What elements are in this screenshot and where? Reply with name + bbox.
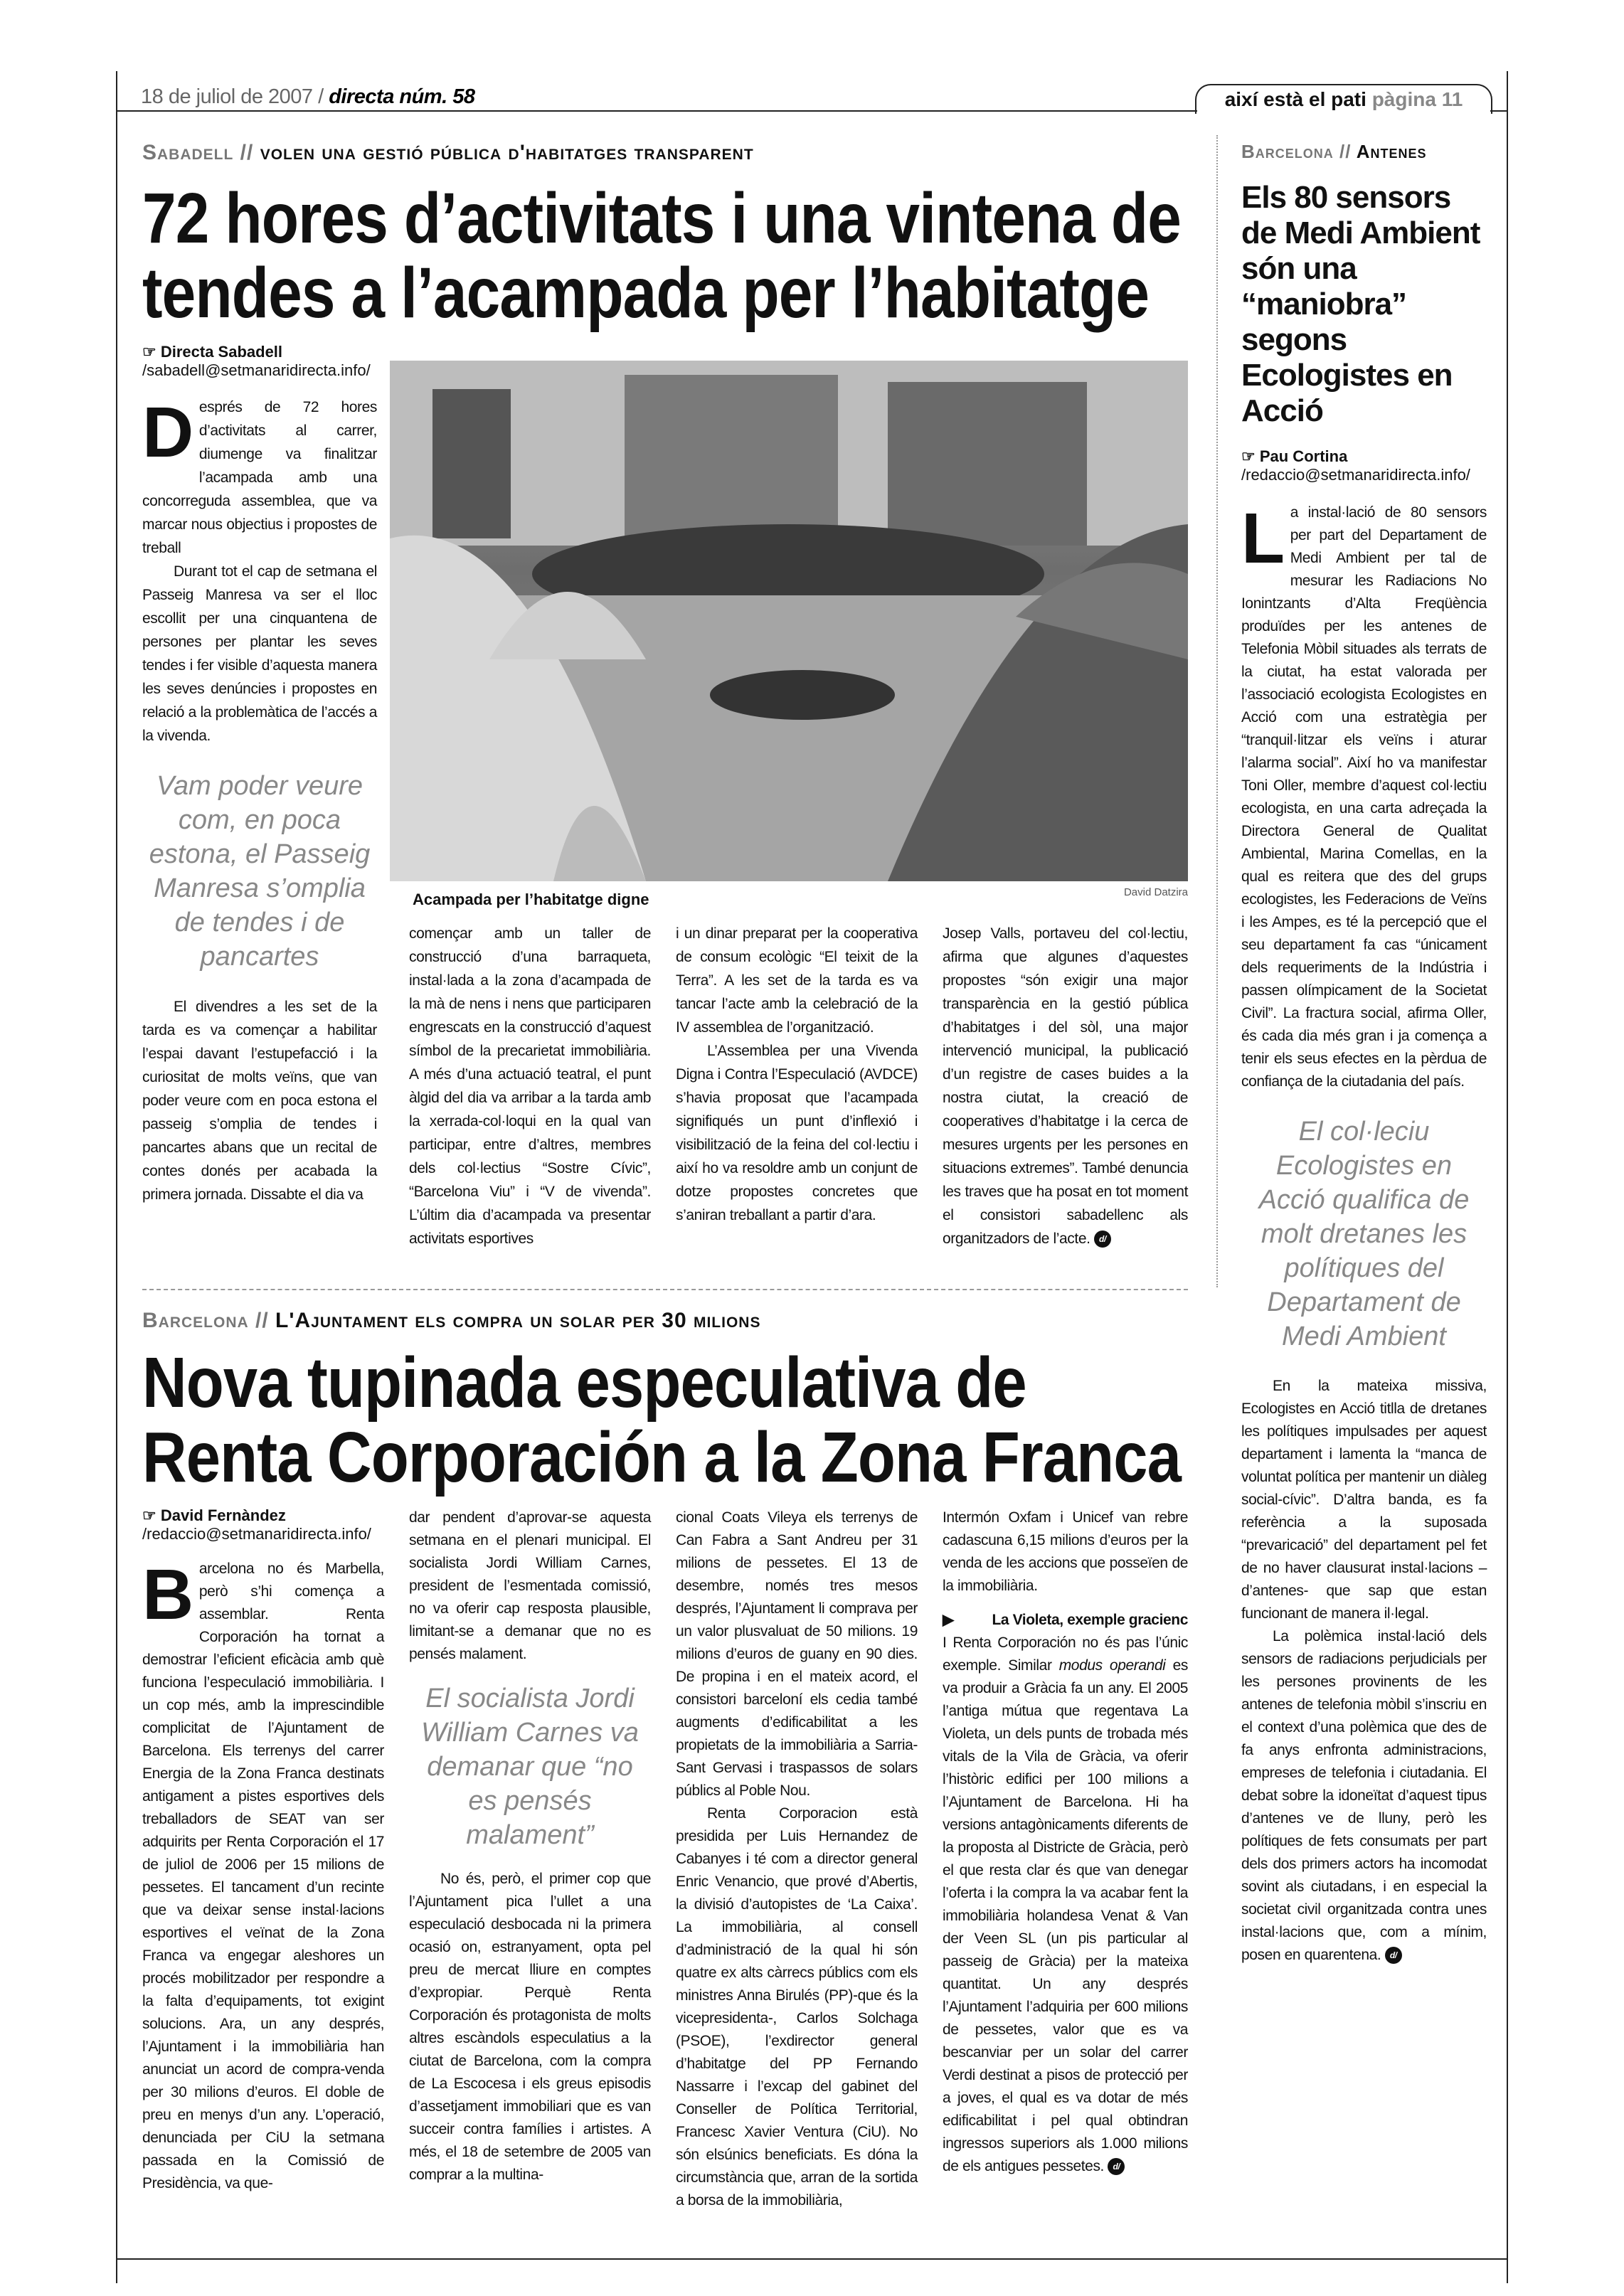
headline-line: 72 hores d’activitats i una vintena de — [142, 179, 1182, 258]
lead-paragraph: arcelona no és Marbella, però s’hi comença a assemblar. Renta Corporación ha tornat a demostrar l’eficient eficàcia amb què funciona l’especulació immobiliària. I un cop més, amb la imprescindible complicitat de l’Ajuntament de Barcelona. Els terrenys del carrer Energia de la Zona Franca destinats antigament a pistes esportives dels treballadors de SEAT van ser adquirits per Renta Corporación el 17 de juliol de 2006 per 15 milions de pessetes. El tancament d’un recinte que va deixar sense instal·lacions esportives el veïnat de la Zona Franca va engegar aleshores un procés mobilitzador per respondre a la falta d’equipaments, tot exigint solucions. Ara, un any després, l’Ajuntament i la immobiliària han anunciat un acord de compra-venda per 30 milions d’euros. El doble de preu en menys d’un any. L’operació, denunciada per CiU la setmana passada en la Comissió de Presidència, va que- — [142, 1561, 384, 2191]
drop-cap: L — [1241, 499, 1285, 578]
article2-column-4 — [943, 1506, 1188, 2178]
body-paragraph: No és, però, el primer cop que l’Ajuntament pica l’ullet a una especulació desbocada ni la primera ocasió on, estranyament, opta pel preu de mercat lliure en comptes d’expropiar. Perquè Renta Corporación és protagonista de molts altres escàndols especulatius a la ciutat de Barcelona, com la compra de La Escocesa i els greus episodis d’assetjament immobiliari que es van succeir contra famílies i artistes. A més, el 18 de setembre de 2005 van comprar a la multina- — [409, 1871, 651, 2183]
headline-line: Nova tupinada especulativa de — [142, 1343, 1026, 1423]
article1-pullquote: Vam poder veure com, en poca estona, el Passeig Manresa s’omplia de tendes i de pancartes — [149, 771, 371, 972]
header-rule-right — [1490, 110, 1508, 112]
kicker-topic: volen una gestió pública d'habitatges transparent — [260, 141, 754, 164]
page-number: pàgina 11 — [1371, 88, 1463, 110]
sidebar — [1241, 141, 1487, 1967]
article1-kicker — [142, 141, 754, 165]
article2-byline — [142, 1506, 384, 1543]
subheading-row — [943, 1609, 1188, 1632]
body-paragraph: Durant tot el cap de setmana el Passeig Manresa va ser el lloc escollit per una cinquantena de persones per plantar les seves tendes i fer visible d’aquesta manera les seves denúncies i propostes en relació a la problemàtica de l’accés a la vivenda. — [142, 563, 377, 744]
author-name — [142, 1506, 384, 1525]
body-paragraph: Renta Corporacion està presidida per Luis Hernandez de Cabanyes i té com a director general Enric Venancio, que prové d’Abertis, la divisió d’autopistes de ‘La Caixa’. La immobiliària, al consell d’administració de la qual hi són quatre ex alts càrrecs públics com els ministres Anna Birulés (PP)-que és la vicepresidenta-, Carlos Solchaga (PSOE), l’exdirector general d’habitatge del PP Fernando Nassarre i l’excap del gabinet del Conseller de Política Territorial, Francesc Xavier Ventura (CiU). No són elsúnics beneficiats. Es dóna la circumstància que, arran de la sortida a borsa de la immobiliària, — [676, 1805, 918, 2209]
sidebar-byline — [1241, 447, 1487, 484]
article-divider — [142, 1289, 1188, 1290]
author-name — [142, 343, 377, 361]
sidebar-divider — [1216, 135, 1218, 1287]
hand-pointer-icon: ☞ — [1241, 447, 1260, 465]
page-border-right — [1507, 71, 1508, 2283]
article2-headline — [142, 1343, 1182, 1497]
issue-number: directa núm. 58 — [329, 85, 475, 108]
author-email[interactable]: /redaccio@setmanaridirecta.info/ — [1241, 466, 1470, 484]
drop-cap: D — [142, 393, 193, 472]
headline-line: Renta Corporación a la Zona Franca — [142, 1418, 1182, 1497]
kicker-topic: Antenes — [1356, 141, 1427, 162]
page-border-left — [116, 71, 117, 2283]
author-name-text: David Fernàndez — [160, 1506, 286, 1524]
header-rule — [116, 110, 1197, 112]
kicker-place: Barcelona // — [142, 1309, 269, 1332]
photo-caption: Acampada per l’habitatge digne — [413, 891, 649, 908]
article1-column-1b — [142, 995, 377, 1206]
article1-column-3 — [676, 922, 918, 1227]
drop-cap: B — [142, 1555, 193, 1635]
body-paragraph: El divendres a les set de la tarda es va començar a habilitar l’espai davant l’estupefacció i la curiositat de molts veïns, que van poder veure com en poca estona el passeig s’omplia de tendes i pancartes abans que un recital de contes donés per acabada la primera jornada. Dissabte el dia va — [142, 999, 377, 1203]
article2-column-1-flow — [142, 1506, 384, 2195]
triangle-marker-icon: ▶ — [943, 1612, 954, 1628]
directa-end-mark-icon: d/ — [1094, 1231, 1111, 1248]
body-paragraph: Intermón Oxfam i Unicef van rebre cadascuna 6,15 milions d’euros per la venda de les accions que posseïen de la immobiliària. — [943, 1509, 1188, 1594]
issue-date: 18 de juliol de 2007 / — [141, 85, 324, 108]
article-photo — [390, 361, 1188, 881]
author-name-text: Pau Cortina — [1259, 447, 1348, 465]
kicker-place: Sabadell // — [142, 141, 254, 164]
lead-paragraph: esprés de 72 hores d’activitats al carrer, diumenge va finalitzar l’acampada amb una concorreguda assemblea, que va marcar nous objectius i propostes de treball — [142, 399, 377, 556]
article2-column-3 — [676, 1506, 918, 2212]
sidebar-headline: Els 80 sensors de Medi Ambient són una “maniobra” segons Ecologistes en Acció — [1241, 180, 1480, 428]
directa-end-mark-icon: d/ — [1108, 2158, 1125, 2175]
subheading: La Violeta, exemple gracienc — [992, 1612, 1188, 1628]
article2-pullquote: El socialista Jordi William Carnes va demanar que “no es pensés malament” — [421, 1684, 639, 1850]
article2-column-2-flow — [409, 1506, 651, 2186]
body-text: I Renta Corporación no és pas l’únic exemple. Similar — [943, 1635, 1188, 1674]
hand-pointer-icon: ☞ — [142, 1506, 161, 1524]
hand-pointer-icon: ☞ — [142, 343, 161, 361]
article1-left-column — [142, 343, 377, 1206]
article1-column-2 — [409, 922, 651, 1250]
article2-column-1 — [142, 1555, 384, 2195]
article1-column-4 — [943, 922, 1188, 1250]
sidebar-column-top — [1241, 501, 1487, 1093]
article1-headline — [142, 181, 1181, 331]
directa-end-mark-icon: d/ — [1385, 1947, 1402, 1964]
photo-credit: David Datzira — [1123, 886, 1188, 898]
article1-column-1 — [142, 395, 377, 748]
body-paragraph: La polèmica instal·lació dels sensors de radiacions perjudicials per les persones provinents de les antenes de telefonia mòbil s’inscriu en el context d’una polèmica que des de fa anys enfronta administracions, empreses de telefonia i ciutadania. El debat sobre la idoneïtat d’aquest tipus d’antenes ve de lluny, però les polítiques de fets consumats per part dels dos primers actors ha incomodat sovint als ciutadans, i en especial la societat civil organitzada contra unes instal·lacions que, com a mínim, posen en quarentena. — [1241, 1628, 1487, 1963]
section-name: així està el pati — [1224, 88, 1366, 110]
body-paragraph: En la mateixa missiva, Ecologistes en Acció titlla de dretanes les polítiques impulsades per aquest departament i lamenta la “manca de voluntat política per mantenir un diàleg social-cívic”. D’altra banda, es fa referència a la suposada “prevaricació” del departament pel fet de no haver clausurat instal·lacions –d’antenes- que sap que estan funcionant de manera il·legal. — [1241, 1378, 1487, 1622]
headline-line: tendes a l’acampada per l’habitatge — [142, 253, 1150, 333]
tent-camp-photo-illustration — [390, 361, 1188, 881]
body-paragraph: i un dinar preparat per la cooperativa de consum ecològic “El teixit de la Terra”. A les set de la tarda es va tancar l’acte amb la celebració de la IV assemblea de l’organització. — [676, 925, 918, 1036]
body-text: es va produir a Gràcia fa un any. El 2005 l’antiga mútua que regentava La Violeta, un dels punts de trobada més vitals de la Vila de Gràcia, va oferir l’històric edifici per 100 milions a l’Ajuntament de Barcelona. Hi ha versions antagònicaments diferents de la proposta al Districte de Gràcia, però el que resta clar és que van denegar l’oferta i la compra la va acabar fent la immobiliària holandesa Venat & Van der Veen SL (un pis particular al passeig de Gràcia) per la mateixa quantitat. Un any després l’Ajuntament l’adquiria per 600 milions de pessetes, valor que es va bescanviar per un solar del carrer Verdi destinat a pisos de protecció per a joves, el qual es va dotar de més edificabilitat i pel qual obtindran ingressos superiors als 1.000 milions de els antigues pessetes. — [943, 1657, 1188, 2174]
sidebar-pullquote: El col·leciu Ecologistes en Acció qualifica de molt dretanes les polítiques del Departament de Medi Ambient — [1258, 1117, 1470, 1351]
article1-byline — [142, 343, 377, 380]
header-dateline — [141, 85, 474, 109]
sidebar-kicker — [1241, 141, 1487, 163]
article2-column-2a — [409, 1506, 651, 1666]
body-paragraph: cional Coats Vileya els terrenys de Can Fabra a Sant Andreu per 31 milions de pessetes. El 13 de desembre, només tres mesos després, l’Ajuntament li comprava per un valor plusvaluat de 50 milions. 19 milions d’euros de guany en 90 dies. De propina i en el mateix acord, el consistori barceloní els cedia també augments d’edificabilitat a les propietats de la immobiliària a Sarria-Sant Gervasi i traspassos de solars públics al Poble Nou. — [676, 1509, 918, 1799]
author-name-text: Directa Sabadell — [160, 343, 283, 361]
lead-paragraph: a instal·lació de 80 sensors per part del Departament de Medi Ambient per tal de mesurar les Radiacions No Ionintzants d’Alta Freqüència produïdes per les antenes de Telefonia Mòbil situades als terrats de la ciutat, ha estat valorada per l’associació ecologista Ecologistes en Acció com una estratègia per “tranquil·litzar els veïns i aturar l’alarma social”. Així ho va manifestar Toni Oller, membre d’aquest col·lectiu ecologista, en una carta adreçada la Directora General de Qualitat Ambiental, Marina Comellas, en la qual es reitera que des del grups ecologistes, les Federacions de Veïns i les Ampes, es té la percepció que el seu departament fa cas “únicament dels requeriments de la Indústria i passen olímpicament de la Societat Civil”. La fractura social, afirma Oller, és cada dia més gran i ja comença a tenir els seus efectes en la pèrdua de confiança de la ciutadania del país. — [1241, 504, 1487, 1090]
author-email[interactable]: /redaccio@setmanaridirecta.info/ — [142, 1525, 371, 1543]
article2-kicker — [142, 1309, 760, 1333]
author-name — [1241, 447, 1487, 466]
body-paragraph: començar amb un taller de construcció d’una barraqueta, instal·lada a la zona d’acampada de la mà de nens i nens que participaren engrescats en la construcció d’aquest símbol de la precarietat immobiliària. A més d’una actuació teatral, el punt àlgid del dia va arribar a la tarda amb la xerrada-col·loqui en la qual van participar, entre d’altres, membres dels col·lectius “Sostre Cívic”, “Barcelona Viu” i “V de vivenda”. L’últim dia d’acampada va presentar activitats esportives — [409, 925, 651, 1247]
body-paragraph: Josep Valls, portaveu del col·lectiu, afirma que algunes d’aquestes propostes “són exigir una major transparència en la gestió pública d’habitatges i del sòl, una major intervenció municipal, la publicació d’un registre de cases buides a la nostra ciutat, la creació de cooperatives d’habitatge i la cerca de mesures urgents per les persones en situacions extremes”. També denuncia les traves que ha posat en tot moment el consistori sabadellenc als organitzadors de l’acte. — [943, 925, 1188, 1247]
kicker-place: Barcelona // — [1241, 141, 1352, 162]
author-email[interactable]: /sabadell@setmanaridirecta.info/ — [142, 361, 371, 379]
kicker-topic: L'Ajuntament els compra un solar per 30 milions — [275, 1309, 761, 1332]
sidebar-column-bottom — [1241, 1375, 1487, 1967]
body-paragraph: L’Assemblea per una Vivenda Digna i Contra l’Especulació (AVDCE) s’havia proposat que l’acampada signifiqués un punt d’inflexió i visibilització de la feina del col·lectiu i així ho va resoldre amb un conjunt de dotze propostes concretes que s’aniran treballant a partir d’ara. — [676, 1043, 918, 1223]
section-tab — [1195, 84, 1492, 114]
body-text-italic: modus operandi — [1058, 1657, 1166, 1674]
article2-column-2b — [409, 1868, 651, 2186]
body-paragraph: dar pendent d’aprovar-se aquesta setmana en el plenari municipal. El socialista Jordi William Carnes, president de l’esmentada comissió, no va oferir cap resposta plausible, limitant-se a demanar que no es pensés malament. — [409, 1509, 651, 1662]
footer-rule — [116, 2258, 1508, 2260]
